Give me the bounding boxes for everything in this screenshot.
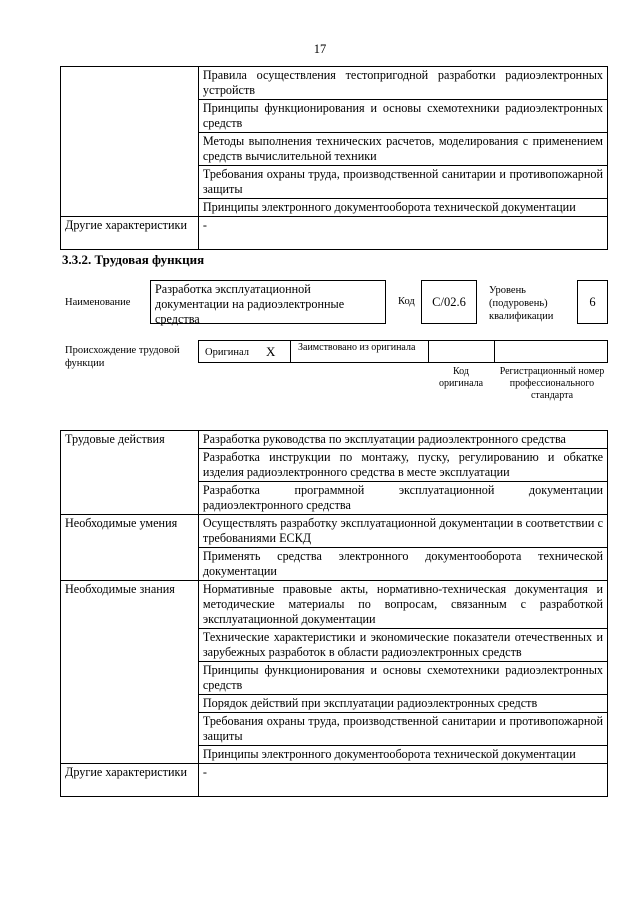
labor-action-item: Разработка руководства по эксплуатации радиоэлектронного средства: [198, 431, 607, 449]
knowledge-item: Технические характеристики и экономические показатели отечественных и зарубежных разработок в области радиоэлектронных средств: [198, 629, 607, 662]
original-mark: X: [266, 344, 276, 359]
function-table: [60, 430, 608, 797]
knowledge-item: Методы выполнения технических расчетов, моделирования с применением средств вычислительной техники: [198, 133, 607, 166]
knowledge-item: Порядок действий при эксплуатации радиоэлектронных средств: [198, 695, 607, 713]
knowledge-item: Принципы функционирования и основы схемотехники радиоэлектронных средств: [198, 100, 607, 133]
skill-item: Осуществлять разработку эксплуатационной документации в соответствии с требованиями ЕСКД: [198, 515, 607, 548]
labor-action-item: Разработка программной эксплуатационной документации радиоэлектронного средства: [198, 482, 607, 515]
divider: [494, 340, 495, 363]
function-name-value: Разработка эксплуатационной документации на радиоэлектронные средства: [150, 280, 386, 324]
origin-box: [198, 340, 608, 363]
knowledge-item: Нормативные правовые акты, нормативно-техническая документация и методические материалы по вопросам, связанным с разработкой эксплуатационной документации: [198, 581, 607, 629]
skill-item: Применять средства электронного документооборота технической документации: [198, 548, 607, 581]
section-heading: 3.3.2. Трудовая функция: [62, 252, 205, 267]
labor-action-item: Разработка инструкции по монтажу, пуску, регулированию и обкатке изделия радиоэлектронного средства в месте эксплуатации: [198, 449, 607, 482]
page-number: 17: [313, 42, 327, 56]
continuation-table: [60, 66, 608, 250]
continuation-label-cell: [61, 67, 199, 217]
origin-label: Происхождение трудовой функции: [65, 345, 180, 369]
reg-number-caption: Регистрационный номер профессионального стандарта: [499, 366, 605, 401]
other-characteristics-label: Другие характеристики: [61, 764, 199, 797]
skills-label: Необходимые умения: [61, 515, 199, 581]
level-value: 6: [577, 280, 608, 324]
knowledge-item: Требования охраны труда, производственной санитарии и противопожарной защиты: [198, 713, 607, 746]
name-label: Наименование: [65, 297, 131, 308]
knowledge-label: Необходимые знания: [61, 581, 199, 764]
code-label: Код: [398, 296, 415, 307]
level-label: Уровень (подуровень) квалификации: [489, 285, 554, 322]
knowledge-item: Требования охраны труда, производственной санитарии и противопожарной защиты: [198, 166, 607, 199]
other-characteristics-value: -: [198, 764, 607, 797]
labor-actions-label: Трудовые действия: [61, 431, 199, 515]
knowledge-item: Принципы функционирования и основы схемотехники радиоэлектронных средств: [198, 662, 607, 695]
function-code-value: С/02.6: [421, 280, 477, 324]
knowledge-item: Принципы электронного документооборота технической документации: [198, 746, 607, 764]
knowledge-item: Принципы электронного документооборота технической документации: [198, 199, 607, 217]
divider: [290, 340, 291, 363]
other-characteristics-value: -: [198, 217, 607, 250]
divider: [428, 340, 429, 363]
code-original-caption: Код оригинала: [438, 366, 484, 389]
original-label: Оригинал: [205, 347, 249, 358]
other-characteristics-label: Другие характеристики: [61, 217, 199, 250]
borrowed-label: Заимствовано из оригинала: [298, 342, 416, 353]
knowledge-item: Правила осуществления тестопригодной разработки радиоэлектронных устройств: [198, 67, 607, 100]
